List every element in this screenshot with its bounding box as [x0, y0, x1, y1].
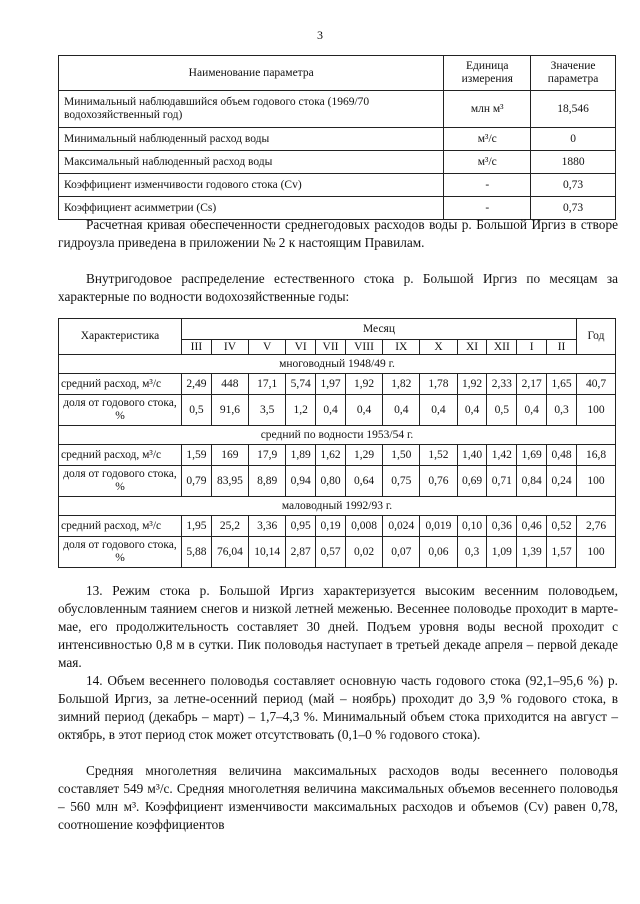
month-value: 2,33	[487, 374, 517, 395]
month-value: 17,1	[249, 374, 286, 395]
header-characteristic: Характеристика	[59, 319, 182, 355]
month-header: VI	[286, 340, 316, 355]
year-value: 100	[577, 537, 616, 568]
table-row	[59, 151, 616, 174]
row-label: средний расход, м³/с	[59, 374, 182, 395]
month-value: 0,84	[517, 466, 547, 497]
month-value: 0,69	[457, 466, 487, 497]
month-value: 0,019	[420, 516, 457, 537]
month-value: 0,19	[316, 516, 346, 537]
paragraph-13: 13. Режим стока р. Большой Иргиз характеризуется высоким весенним половодьем, обусловленным таянием снегов и низкой летней меженью. Весеннее половодье проходит в марте-мае, его продолжительность составляет 30 дней. Подъем уровня воды весной проходит с интенсивностью 0,8 м в сутки. Пик половодья наступает в третьей декаде апреля – первой декаде мая.	[58, 583, 618, 670]
month-header: I	[517, 340, 547, 355]
table-row	[59, 466, 616, 497]
month-header: IX	[383, 340, 420, 355]
month-value: 5,88	[182, 537, 212, 568]
table-row	[59, 516, 616, 537]
row-label: доля от годового стока, %	[59, 466, 182, 497]
month-value: 0,75	[383, 466, 420, 497]
month-value: 2,49	[182, 374, 212, 395]
param-value: 0,73	[531, 174, 616, 197]
param-value: 0	[531, 128, 616, 151]
paragraph-max-flow: Средняя многолетняя величина максимальных расходов воды весеннего половодья составляет 549 м³/с. Средняя многолетняя величина максимальных объемов весеннего половодья – 560 млн м³. Коэффициент изменчивости максимальных расходов и объемов (Cv) равен 0,78, соотношение коэффициентов	[58, 763, 618, 832]
month-value: 0,4	[316, 395, 346, 426]
month-value: 1,29	[345, 445, 382, 466]
month-value: 0,02	[345, 537, 382, 568]
param-name: Максимальный наблюденный расход воды	[59, 151, 444, 174]
month-value: 448	[211, 374, 248, 395]
month-value: 0,4	[517, 395, 547, 426]
month-value: 1,52	[420, 445, 457, 466]
table-row	[59, 128, 616, 151]
month-header: III	[182, 340, 212, 355]
month-value: 0,5	[487, 395, 517, 426]
month-value: 0,95	[286, 516, 316, 537]
header-year: Год	[577, 319, 616, 355]
paragraph-curve: Расчетная кривая обеспеченности среднегодовых расходов воды р. Большой Иргиз в створе гидроузла приведена в приложении № 2 к настоящим Правилам.	[58, 217, 618, 250]
month-value: 1,09	[487, 537, 517, 568]
month-value: 0,06	[420, 537, 457, 568]
month-value: 25,2	[211, 516, 248, 537]
month-value: 0,94	[286, 466, 316, 497]
month-header: II	[547, 340, 577, 355]
table-row	[59, 395, 616, 426]
month-value: 0,46	[517, 516, 547, 537]
month-value: 76,04	[211, 537, 248, 568]
table-row	[59, 91, 616, 128]
month-value: 1,82	[383, 374, 420, 395]
month-value: 0,4	[420, 395, 457, 426]
month-value: 0,4	[457, 395, 487, 426]
year-value: 100	[577, 466, 616, 497]
month-value: 1,78	[420, 374, 457, 395]
month-header: V	[249, 340, 286, 355]
month-value: 10,14	[249, 537, 286, 568]
group-title-row	[59, 355, 616, 374]
month-value: 1,57	[547, 537, 577, 568]
month-header: VII	[316, 340, 346, 355]
year-value: 100	[577, 395, 616, 426]
month-value: 1,89	[286, 445, 316, 466]
month-value: 0,76	[420, 466, 457, 497]
row-label: доля от годового стока, %	[59, 395, 182, 426]
month-value: 1,95	[182, 516, 212, 537]
header-parameter-name: Наименование параметра	[59, 56, 444, 91]
month-value: 0,80	[316, 466, 346, 497]
group-title-row	[59, 497, 616, 516]
month-value: 3,5	[249, 395, 286, 426]
month-value: 0,36	[487, 516, 517, 537]
month-header: IV	[211, 340, 248, 355]
month-value: 1,59	[182, 445, 212, 466]
month-value: 17,9	[249, 445, 286, 466]
month-value: 0,48	[547, 445, 577, 466]
month-value: 1,50	[383, 445, 420, 466]
month-value: 1,69	[517, 445, 547, 466]
table-row	[59, 445, 616, 466]
month-value: 83,95	[211, 466, 248, 497]
param-value: 1880	[531, 151, 616, 174]
month-header: XII	[487, 340, 517, 355]
param-unit: -	[444, 197, 531, 220]
group-title: маловодный 1992/93 г.	[59, 497, 616, 516]
year-value: 40,7	[577, 374, 616, 395]
month-value: 0,07	[383, 537, 420, 568]
param-value: 0,73	[531, 197, 616, 220]
parameters-table	[58, 55, 616, 220]
month-value: 169	[211, 445, 248, 466]
month-value: 1,92	[345, 374, 382, 395]
month-value: 1,40	[457, 445, 487, 466]
month-value: 0,4	[345, 395, 382, 426]
table-row	[59, 537, 616, 568]
param-name: Минимальный наблюденный расход воды	[59, 128, 444, 151]
param-value: 18,546	[531, 91, 616, 128]
month-value: 5,74	[286, 374, 316, 395]
month-value: 8,89	[249, 466, 286, 497]
param-name: Коэффициент изменчивости годового стока (Cv)	[59, 174, 444, 197]
month-value: 1,65	[547, 374, 577, 395]
month-value: 3,36	[249, 516, 286, 537]
param-name: Коэффициент асимметрии (Cs)	[59, 197, 444, 220]
group-title: средний по водности 1953/54 г.	[59, 426, 616, 445]
row-label: средний расход, м³/с	[59, 445, 182, 466]
month-header: XI	[457, 340, 487, 355]
header-value: Значение параметра	[531, 56, 616, 91]
paragraph-distribution-intro: Внутригодовое распределение естественного стока р. Большой Иргиз по месяцам за характерные по водности водохозяйственные годы:	[58, 271, 618, 304]
month-value: 91,6	[211, 395, 248, 426]
month-value: 1,62	[316, 445, 346, 466]
month-value: 0,3	[457, 537, 487, 568]
month-value: 0,24	[547, 466, 577, 497]
month-value: 0,3	[547, 395, 577, 426]
month-value: 0,57	[316, 537, 346, 568]
year-value: 16,8	[577, 445, 616, 466]
year-value: 2,76	[577, 516, 616, 537]
param-unit: м³/с	[444, 151, 531, 174]
month-header: X	[420, 340, 457, 355]
header-month: Месяц	[182, 319, 577, 340]
month-value: 0,52	[547, 516, 577, 537]
month-value: 1,39	[517, 537, 547, 568]
month-value: 0,10	[457, 516, 487, 537]
month-value: 0,79	[182, 466, 212, 497]
month-value: 0,4	[383, 395, 420, 426]
month-value: 0,5	[182, 395, 212, 426]
param-unit: -	[444, 174, 531, 197]
paragraph-14: 14. Объем весеннего половодья составляет основную часть годового стока (92,1–95,6 %) р. Большой Иргиз, за летне-осенний период (май – ноябрь) проходит до 3,9 % годового стока, в зимний период (декабрь – март) – 1,7–4,3 %. Минимальный объем стока приходится на август – октябрь, в этот период сток может отсутствовать (0,1–0 % годового стока).	[58, 673, 618, 742]
param-name: Минимальный наблюдавшийся объем годового стока (1969/70 водохозяйственный год)	[59, 91, 444, 128]
month-value: 0,64	[345, 466, 382, 497]
monthly-distribution-table	[58, 318, 616, 568]
month-value: 0,024	[383, 516, 420, 537]
month-value: 2,87	[286, 537, 316, 568]
month-value: 1,2	[286, 395, 316, 426]
page-number: 3	[317, 28, 323, 42]
monthly-header-row	[59, 319, 616, 340]
month-value: 1,92	[457, 374, 487, 395]
month-value: 1,42	[487, 445, 517, 466]
month-value: 0,008	[345, 516, 382, 537]
month-value: 0,71	[487, 466, 517, 497]
row-label: доля от годового стока, %	[59, 537, 182, 568]
header-unit: Единица измерения	[444, 56, 531, 91]
group-title-row	[59, 426, 616, 445]
table-row	[59, 174, 616, 197]
month-value: 2,17	[517, 374, 547, 395]
param-unit: млн м³	[444, 91, 531, 128]
row-label: средний расход, м³/с	[59, 516, 182, 537]
parameters-header-row	[59, 56, 616, 91]
param-unit: м³/с	[444, 128, 531, 151]
month-value: 1,97	[316, 374, 346, 395]
table-row	[59, 374, 616, 395]
group-title: многоводный 1948/49 г.	[59, 355, 616, 374]
month-header: VIII	[345, 340, 382, 355]
